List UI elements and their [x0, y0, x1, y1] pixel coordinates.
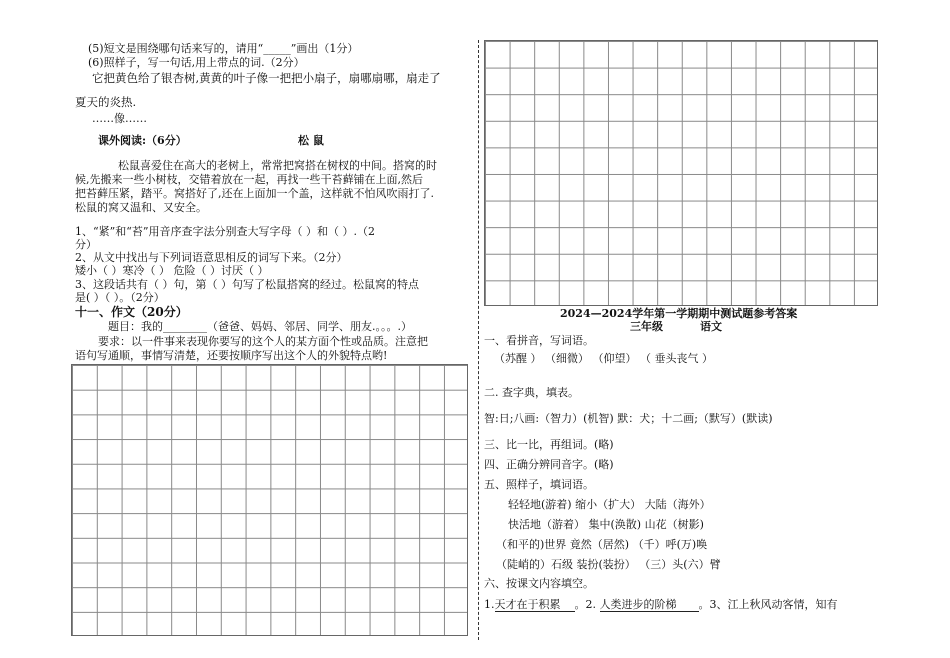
answer-key-subject: 语文 — [700, 320, 722, 333]
reading-section-title: 课外阅读:（6分） — [98, 134, 187, 147]
fill-answer-1: 天才在于积累 — [495, 598, 575, 612]
answer-section-5-row: （和平的)世界 竟然（居然) （千）呼(万)唤 — [496, 538, 708, 551]
essay-topic: 题目：我的________（爸爸、妈妈、邻居、同学、朋友.。。。.） — [108, 320, 412, 333]
reading-question-3-cont: 是( ）（ ）。（2分） — [75, 291, 165, 304]
passage-line: 松鼠喜爱住在高大的老树上，常常把窝搭在树杈的中间。搭窝的时 — [118, 159, 437, 172]
answer-number: 1. — [484, 598, 495, 611]
page-divider — [478, 40, 479, 640]
answer-section-5-row: 快活地（游着） 集中(涣散) 山花（树影) — [508, 518, 704, 531]
answer-section-6: 六、按课文内容填空。 — [484, 577, 594, 590]
reading-question-3: 3、这段话共有（ ）句，第（ ）句写了松鼠搭窝的经过。松鼠窝的特点 — [75, 278, 419, 291]
answer-section-5-row: （陡峭的）石级 装扮(装扮） （三）头(六）臂 — [496, 558, 721, 571]
answer-section-2: 二. 查字典，填表。 — [484, 386, 579, 399]
answer-section-6-line — [484, 598, 838, 612]
reading-question-1-cont: 分） — [75, 238, 97, 251]
answer-key-grade: 三年级 — [630, 320, 663, 333]
answer-section-2-answers: 智:日;八画:（智力）(机智) 默：犬；十二画;（默写）(默读) — [484, 412, 773, 425]
example-sentence-line-2: 夏天的炎热. — [75, 95, 137, 109]
reading-passage-title: 松 鼠 — [298, 134, 324, 147]
question-6: (6)照样子，写一句话,用上带点的词.（2分） — [88, 56, 305, 69]
answer-section-5: 五、照样子，填词语。 — [484, 478, 594, 491]
answer-section-3: 三、比一比，再组词。(略) — [484, 438, 614, 451]
question-5: (5)短文是围绕哪句话来写的，请用“_____”画出（1分） — [88, 42, 359, 55]
reading-question-2-words: 矮小（ ）寒冷（ ） 危险（ ）讨厌（ ） — [75, 264, 269, 277]
passage-line: 松鼠的窝又温和、又安全。 — [75, 201, 207, 214]
essay-requirement-line-1: 要求：以一件事来表现你要写的这个人的某方面个性或品质。注意把 — [98, 335, 428, 348]
answer-section-4: 四、正确分辨同音字。(略) — [484, 458, 614, 471]
passage-line: 候,先搬来一些小树枝，交错着放在一起，再找一些干苔藓铺在上面,然后 — [75, 173, 423, 186]
answer-separator: 。2. — [574, 598, 596, 611]
answer-tail: 。3、江上秋风动客情，知有 — [698, 598, 838, 611]
essay-writing-grid-continued — [484, 40, 878, 306]
answer-section-1: 一、看拼音，写词语。 — [484, 334, 594, 347]
essay-section-title: 十一、作文（20分） — [75, 305, 188, 319]
fill-answer-2: 人类进步的阶梯 — [600, 598, 699, 612]
reading-question-2: 2、从文中找出与下列词语意思相反的词写下来。（2分） — [75, 251, 348, 264]
answer-key-title: 2024—2024学年第一学期期中测试题参考答案 — [560, 307, 798, 320]
essay-writing-grid — [71, 364, 468, 636]
example-sentence-line-1: 它把黄色给了银杏树,黄黄的叶子像一把把小扇子，扇哪扇哪，扇走了 — [92, 71, 441, 85]
example-pattern: ……像…… — [92, 112, 147, 125]
passage-line: 把苔藓压紧，踏平。窝搭好了,还在上面加一个盖，这样就不怕风吹雨打了. — [75, 187, 434, 200]
essay-requirement-line-2: 语句写通顺，事情写清楚，还要按顺序写出这个人的外貌特点哟! — [75, 349, 388, 362]
reading-question-1: 1、“紧”和“苔”用音序查字法分别查大写字母（ ）和（ ）.（2 — [75, 225, 375, 238]
answer-section-5-row: 轻轻地(游着) 缩小（扩大） 大陆（海外） — [508, 498, 711, 511]
answer-section-1-answers: （苏醒 ） （细微） （仰望） （ 垂头丧气 ） — [494, 352, 713, 365]
